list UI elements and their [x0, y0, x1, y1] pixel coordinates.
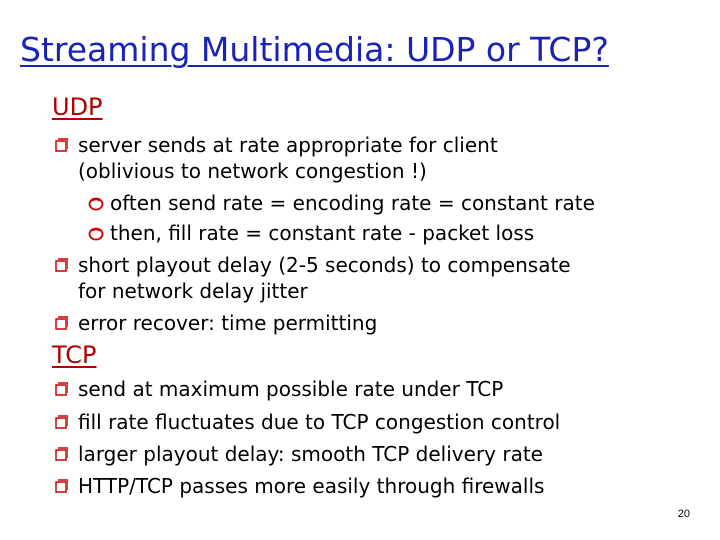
udp-heading: UDP [52, 93, 103, 121]
udp-bullet-2-text: short playout delay (2-5 seconds) to compensate for network delay jitter [78, 253, 571, 303]
udp-sub-bullet-1 [88, 190, 708, 216]
tcp-bullet-3 [54, 441, 704, 467]
slide-title: Streaming Multimedia: UDP or TCP? [20, 30, 609, 69]
tcp-bullet-1 [54, 376, 704, 402]
square-bullet-icon [54, 382, 68, 398]
square-bullet-icon [54, 479, 68, 495]
udp-bullet-1 [54, 132, 704, 184]
tcp-bullet-1-text: send at maximum possible rate under TCP [78, 377, 504, 401]
square-bullet-icon [54, 258, 68, 274]
tcp-bullet-3-text: larger playout delay: smooth TCP delivery rate [78, 442, 543, 466]
square-bullet-icon [54, 447, 68, 463]
tcp-bullet-4-text: HTTP/TCP passes more easily through firewalls [78, 474, 545, 498]
udp-sub-bullet-1-text: often send rate = encoding rate = constant rate [110, 191, 595, 215]
hollow-circle-bullet-icon [88, 227, 104, 241]
udp-bullet-1-text: server sends at rate appropriate for client (oblivious to network congestion !) [78, 133, 498, 183]
tcp-bullet-4 [54, 473, 704, 499]
tcp-bullet-2 [54, 409, 704, 435]
square-bullet-icon [54, 138, 68, 154]
udp-sub-bullet-2-text: then, fill rate = constant rate - packet loss [110, 221, 535, 245]
udp-bullet-3 [54, 310, 704, 336]
udp-bullet-2 [54, 252, 704, 304]
hollow-circle-bullet-icon [88, 197, 104, 211]
page-number: 20 [677, 508, 690, 520]
tcp-bullet-2-text: fill rate fluctuates due to TCP congestion control [78, 410, 561, 434]
square-bullet-icon [54, 316, 68, 332]
udp-bullet-3-text: error recover: time permitting [78, 311, 378, 335]
udp-sub-bullet-2 [88, 220, 708, 246]
square-bullet-icon [54, 415, 68, 431]
tcp-heading: TCP [52, 341, 97, 369]
